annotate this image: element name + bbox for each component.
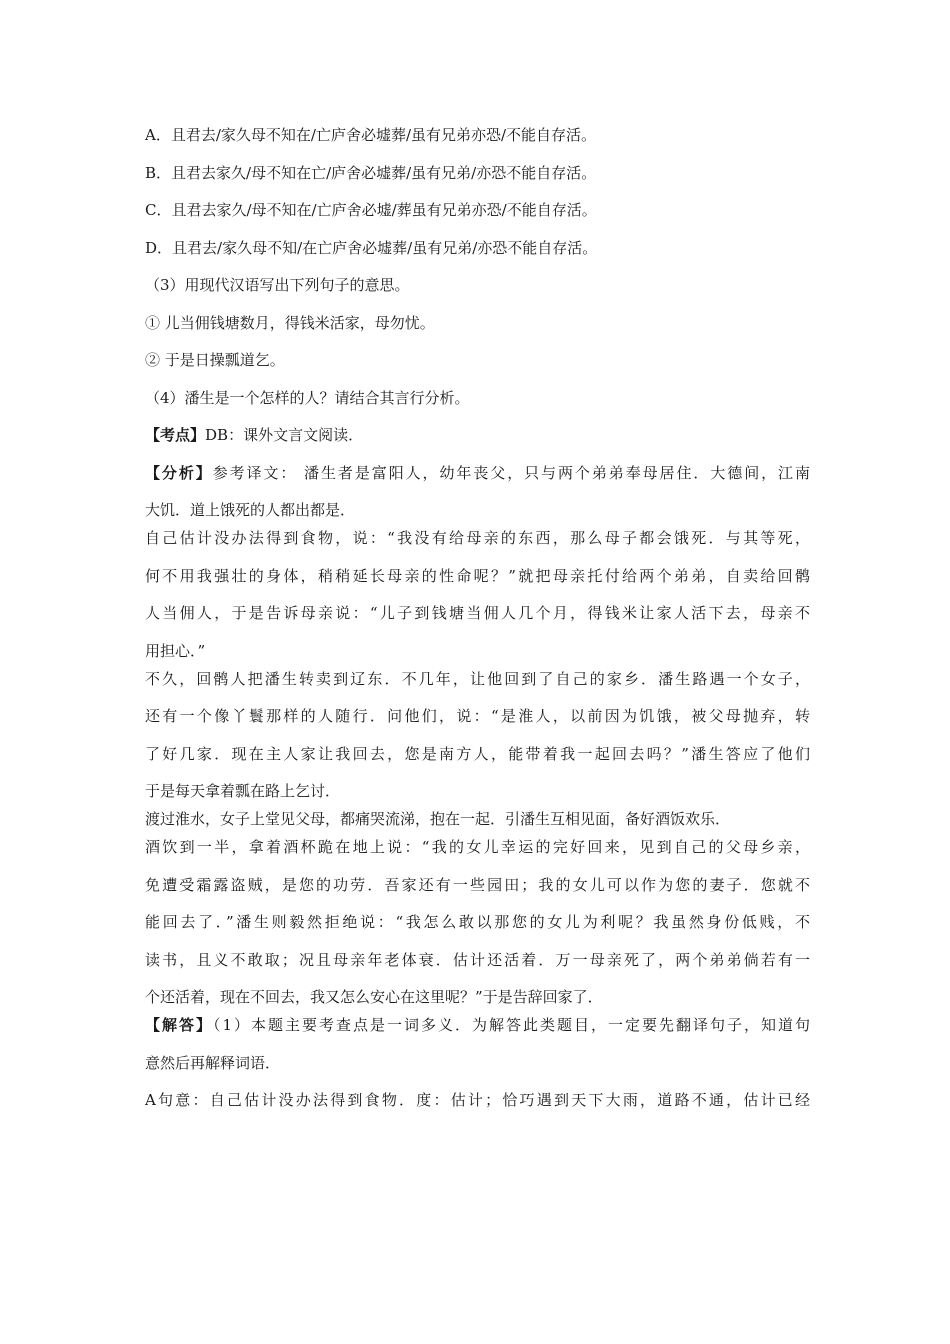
option-c: C．且君去家久/母不知在/亡庐舍必墟/葬虽有兄弟亦恐/不能自存活。	[145, 201, 597, 219]
para1-line-1: 自己估计没办法得到食物，说：“我没有给母亲的东西，那么母子都会饿死．与其等死，	[145, 529, 810, 547]
document-page	[145, 125, 810, 1110]
para2-line-1: 不久，回鹘人把潘生转卖到辽东．不几年，让他回到了自己的家乡．潘生路遇一个女子，	[145, 669, 810, 688]
fenxi-line-2: 大饥．道上饿死的人都出都是．	[145, 501, 356, 519]
fenxi-label: 【分析】	[145, 463, 213, 482]
jieda-label: 【解答】	[145, 1016, 213, 1034]
para2-line-2: 还有一个像丫鬟那样的人随行．问他们，说：“是淮人，以前因为饥饿，被父母抛弃，转	[145, 707, 810, 725]
option-a: A．且君去/家久母不知在/亡庐舍必墟葬/虽有兄弟亦恐/不能自存活。	[145, 126, 597, 144]
question-3-item-2: ② 于是日操瓢道乞。	[145, 351, 285, 369]
para3-line-6: 个还活着，现在不回去，我又怎么安心在这里呢？”于是告辞回家了．	[145, 988, 603, 1006]
fenxi-line-1	[145, 463, 810, 483]
question-3-item-1: ① 儿当佣钱塘数月，得钱米活家，母勿忧。	[145, 313, 435, 332]
kaodian-text: DB：课外文言文阅读．	[205, 426, 364, 444]
option-b: B．且君去家久/母不知在亡/庐舍必墟葬/虽有兄弟/亦恐不能自存活。	[145, 163, 597, 182]
jieda-line-2: 意然后再解释词语．	[145, 1053, 281, 1072]
fenxi-text-1: 参考译文： 潘生者是富阳人，幼年丧父，只与两个弟弟奉母居住．大德间，江南	[212, 463, 810, 482]
kaodian-line	[145, 425, 810, 445]
jieda-text-1: （1）本题主要考查点是一词多义．为解答此类题目，一定要先翻译句子，知道句	[213, 1016, 810, 1034]
para3-line-2: 酒饮到一半，拿着酒杯跪在地上说：“我的女儿幸运的完好回来，见到自己的父母乡亲，	[145, 838, 810, 856]
translation-paragraph-3	[145, 809, 810, 1007]
translation-paragraph-2	[145, 669, 810, 802]
option-d: D．且君去/家久母不知/在亡庐舍必墟葬/虽有兄弟/亦恐不能自存活。	[145, 238, 598, 257]
para3-line-1: 渡过淮水，女子上堂见父母，都痛哭流涕，抱在一起．引潘生互相见面，备好酒饭欢乐．	[145, 810, 731, 828]
jieda-section	[145, 1015, 810, 1073]
para3-line-5: 读书，且义不敢取；况且母亲年老体衰．估计还活着．万一母亲死了，两个弟弟倘若有一	[145, 950, 810, 969]
para2-line-4: 于是每天拿着瓢在路上乞讨．	[145, 782, 341, 800]
jieda-line-1	[145, 1015, 810, 1035]
answer-a-line: A句意：自己估计没办法得到食物．度：估计；恰巧遇到天下大雨，道路不通，估计已经	[145, 1091, 810, 1109]
fenxi-section	[145, 463, 810, 521]
para2-line-3: 了好几家．现在主人家让我回去，您是南方人，能带着我一起回去吗？”潘生答应了他们	[145, 744, 810, 763]
kaodian-label: 【考点】	[145, 426, 206, 444]
para3-line-3: 免遭受霜露盗贼，是您的功劳．吾家还有一些园田；我的女儿可以作为您的妻子．您就不	[145, 875, 810, 894]
para1-line-2: 何不用我强壮的身体，稍稍延长母亲的性命呢？”就把母亲托付给两个弟弟，自卖给回鹘	[145, 566, 810, 585]
para1-line-4: 用担心．”	[145, 641, 206, 660]
question-4: （4）潘生是一个怎样的人？请结合其言行分析。	[145, 388, 470, 407]
translation-paragraph-1	[145, 528, 810, 661]
para3-line-4: 能回去了．”潘生则毅然拒绝说：“我怎么敢以那您的女儿为利呢？我虽然身份低贱，不	[145, 913, 810, 931]
para1-line-3: 人当佣人，于是告诉母亲说：“儿子到钱塘当佣人几个月，得钱米让家人活下去，母亲不	[145, 604, 810, 622]
question-3: （3）用现代汉语写出下列句子的意思。	[145, 276, 410, 294]
